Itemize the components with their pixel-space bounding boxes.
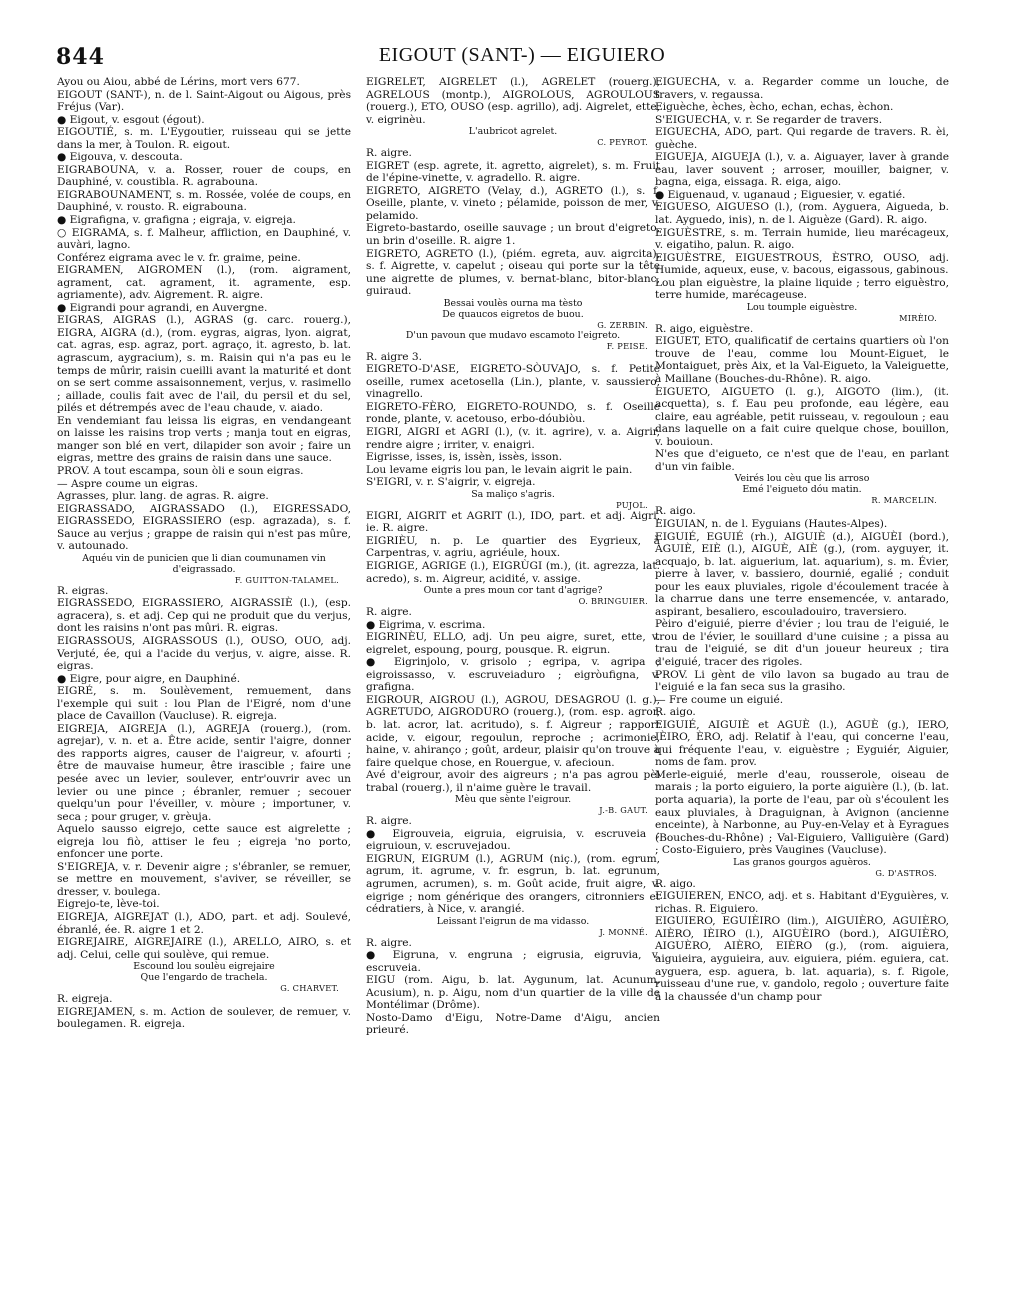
dictionary-entry: EIGUEJA, AIGUEJA (l.), v. a. Aiguayer, laver à grande eau, laver souvent ; arroser, mouiller, baigner, v. bagna, eiga, eissaga. R. eiga, aigo.	[655, 151, 949, 189]
quotation-line: Mèu que sènte l'eigrour.	[454, 794, 572, 806]
dictionary-entry: R. aigo.	[655, 877, 696, 890]
dictionary-entry: Aquelo sausso eigrejo, cette sauce est aigrelette ; eigreja lou fiò, attiser le feu ; eigreja 'no porto, enfoncer une porte.	[57, 823, 351, 861]
quotation-line: Que l'engardo de trachela.	[140, 972, 268, 984]
quotation-line: Sa maliço s'agris.	[471, 488, 555, 500]
dictionary-entry: EIGUIAN, n. de l. Eyguians (Hautes-Alpes).	[655, 517, 888, 530]
quotation-line: Bessai voulès ourna ma tèsto	[443, 297, 583, 309]
dictionary-entry: EIGRASSEDO, EIGRASSIERO, AIGRASSIÈ (l.), (esp. agracera), s. et adj. Cep qui ne produit que du verjus, dont les raisins n'ont pas mûri. R. eigras.	[57, 597, 351, 635]
dictionary-entry: EIGRÉ, s. m. Soulèvement, remuement, dans l'exemple qui suit : lou Plan de l'Eigré, nom d'une place de Cavaillon (Vaucluse). R. eigreja.	[57, 685, 351, 723]
dictionary-entry: R. aigre.	[366, 606, 412, 619]
dictionary-entry: N'es que d'eigueto, ce n'est que de l'eau, en parlant d'un vin faible.	[655, 448, 949, 473]
quotation-line: Las granos gourgos aguèros.	[733, 856, 871, 868]
dictionary-entry: ○ EIGRAMA, s. f. Malheur, affliction, en Dauphiné, v. auvàri, lagno.	[57, 226, 351, 252]
quotation-line: Emé l'eigueto dóu matin.	[742, 484, 862, 496]
dictionary-entry: R. aigo.	[655, 706, 696, 719]
dictionary-entry: ● Eigruna, v. engruna ; eigrusia, eigruvia, v. escruveia.	[366, 949, 660, 974]
quotation-line: De quaucos eigretos de buou.	[442, 308, 584, 320]
quotation-attribution: R. MARCELIN.	[871, 495, 937, 506]
dictionary-entry: EIGUIEREN, ENCO, adj. et s. Habitant d'Eyguières, v. richas. R. Eiguiero.	[655, 890, 949, 915]
dictionary-entry: EIGRETO-D'ASE, EIGRETO-SÒUVAJO, s. f. Petite oseille, rumex acetosella (Lin.), plante, v. saussiero, vinagrello.	[366, 363, 660, 401]
dictionary-entry: EIGRINÈU, ELLO, adj. Un peu aigre, suret, ette, v. eigrelet, espoung, pourg, pousque. R. eigrun.	[366, 631, 660, 656]
dictionary-entry: EIGREJA, AIGREJAT (l.), ADO, part. et adj. Soulevé, ébranlé, ée. R. aigre 1 et 2.	[57, 911, 351, 936]
dictionary-entry: Avé d'eigrour, avoir des aigreurs ; n'a pas agrou pèl trabal (rouerg.), il n'aime guère le travail.	[366, 769, 660, 794]
dictionary-entry: EIGRETO, AIGRETO (Velay, d.), AGRETO (l.), s. f. Oseille, plante, v. vineto ; pélamide, poisson de mer, v. pelamido.	[366, 184, 660, 222]
dictionary-entry: EIGRABOUNA, v. a. Rosser, rouer de coups, en Dauphiné, v. coustibla. R. agrabouna.	[57, 163, 351, 189]
dictionary-entry: S'EIGRI, v. r. S'aigrir, v. eigreja.	[366, 476, 536, 489]
dictionary-entry: EIGOUTIÉ, s. m. L'Eygoutier, ruisseau qui se jette dans la mer, à Toulon. R. eigout.	[57, 126, 351, 151]
dictionary-entry: Conférez eigrama avec le v. fr. graime, peine.	[57, 251, 301, 264]
quotation-line: Veirés lou cèu que lis arroso	[734, 473, 870, 485]
dictionary-entry: Eiguèche, èches, ècho, echan, echas, èchon.	[655, 101, 894, 114]
dictionary-entry: EIGUIERO, EGUIÈIRO (lim.), AIGUIÈRO, AGUIÈRO, AIÈRO, IÈIRO (l.), AIGUÈIRO (bord.), AIGUIÈRO, AIGUÈRO, AIÈRO, EIÈRO (g.), (rom. aiguiera, aiguieira, ayguieira, auv. eiguiera, piém. eguiera, cat. ayguera, esp. aguera, b. lat. aquaria), s. f. Rigole, ruisseau d'une rue, v. gandolo, regolo ; ouverture faite à la chaussée d'un champ pour	[655, 915, 949, 1003]
dictionary-entry: EIGRELET, AIGRELET (l.), AGRELET (rouerg.), AGRELOUS (montp.), AIGROLOUS, AGROULOUS (rouerg.), ETO, OUSO (esp. agrillo), adj. Aigrelet, ette, v. eigrinèu.	[366, 76, 660, 126]
quotation-attribution: O. BRINGUIER.	[578, 596, 648, 607]
quotation-attribution: MIRÈIO.	[899, 312, 937, 323]
dictionary-entry: Lou levame eigris lou pan, le levain aigrit le pain.	[366, 463, 633, 476]
page-number: 844	[56, 44, 105, 70]
dictionary-entry: EIGREJAMEN, s. m. Action de soulever, de remuer, v. boulegamen. R. eigreja.	[57, 1005, 351, 1031]
dictionary-entry: PROV. A tout escampa, soun òli e soun eigras.	[57, 464, 304, 477]
dictionary-entry: EIGUECHA, v. a. Regarder comme un louche, de travers, v. regaussa.	[655, 76, 949, 101]
column-right	[655, 76, 949, 1003]
dictionary-entry: EIGOUT (SANT-), n. de l. Saint-Aigout ou Aigous, près Fréjus (Var).	[57, 88, 351, 114]
dictionary-entry: ● Eigrima, v. escrima.	[366, 618, 486, 631]
dictionary-entry: EIGUÈSTRE, s. m. Terrain humide, lieu marécageux, v. eigatiho, palun. R. aigo.	[655, 226, 949, 252]
dictionary-entry: EIGUIÉ, EGUIÉ (rh.), AIGUIÈ (d.), AIGUÈI (bord.), AGUIÈ, EIÈ (l.), AIGUÈ, AIÈ (g.), (rom. ayguyer, it. acquajo, b. lat. aiguerium, lat. aquarium), s. m. Évier, pierre à laver, v. bassiero, dournié, egalié ; conduit pour les eaux pluviales, rigole d'écoulement tracée à la charrue dans une terre ensemencée, v. antarado, aspirant, besaliero, escouladouiro, traversiero.	[655, 530, 949, 618]
dictionary-entry: R. eigras.	[57, 584, 109, 597]
dictionary-entry: EIGRETO, AGRETO (l.), (piém. egreta, auv. aigrcita), s. f. Aigrette, v. capelut ; oiseau qui porte sur la tête une aigrette de plumes, v. bernat-blanc, bitor-blanc, guiraud.	[366, 247, 660, 298]
dictionary-entry: — Aspre coume un eigras.	[57, 477, 198, 490]
quotation-line: Aquéu vin de punicien que li dian coumunamen vin d'eigrassado.	[82, 552, 326, 575]
dictionary-entry: EIGUESO, AIGUESO (l.), (rom. Ayguera, Aigueda, b. lat. Ayguedo, inis), n. de l. Aiguèze (Gard). R. aigo.	[655, 201, 949, 227]
dictionary-entry: R. aigo.	[655, 505, 696, 518]
page-header	[56, 44, 988, 74]
quotation-line: D'un pavoun que mudavo escamoto l'eigreto.	[405, 329, 621, 341]
dictionary-entry: R. eigreja.	[57, 993, 113, 1006]
quotation-line: Ounte a pres moun cor tant d'agrige?	[423, 585, 603, 597]
dictionary-entry: EIGUIÉ, AIGUIÈ et AGUÈ (l.), AGUÈ (g.), IERO, IÈIRO, ÈRO, adj. Relatif à l'eau, qui concerne l'eau, qui fréquente l'eau, v. eiguèstre ; Eyguiér, Aiguier, noms de fam. prov.	[655, 718, 949, 769]
dictionary-entry: Lou plan eiguèstre, la plaine liquide ; terro eiguèstro, terre humide, marécageuse.	[655, 276, 949, 302]
quotation-attribution: PUJOL.	[616, 499, 648, 510]
dictionary-entry: EIGRETO-FÈRO, EIGRETO-ROUNDO, s. f. Oseille ronde, plante, v. acetouso, erbo-dóubiòu.	[366, 400, 660, 426]
dictionary-entry: Nosto-Damo d'Eigu, Notre-Dame d'Aigu, ancien prieuré.	[366, 1011, 660, 1037]
dictionary-entry: ● Eigouva, v. descouta.	[57, 151, 183, 164]
dictionary-entry: R. aigre.	[366, 147, 412, 160]
dictionary-entry: EIGUET, ETO, qualificatif de certains quartiers où l'on trouve de l'eau, comme lou Mount-Eiguet, le Montaiguet, près Aix, et la Val-Eigueto, la Valeiguette, à Maillane (Bouches-du-Rhône). R. aigo.	[655, 335, 949, 386]
dictionary-entry: EIGRASSOUS, AIGRASSOUS (l.), OUSO, OUO, adj. Verjuté, ée, qui a l'acide du verjus, v. aigre, aisse. R. eigras.	[57, 634, 351, 673]
quotation-line: L'aubricot agrelet.	[468, 126, 558, 138]
dictionary-entry: R. aigo, eiguèstre.	[655, 322, 754, 335]
dictionary-entry: EIGRUN, EIGRUM (l.), AGRUM (niç.), (rom. egrum, agrum, it. agrume, v. fr. esgrun, b. lat. egrunum, agrumen, acrumen), s. m. Goût acide, fruit aigre, v. eigrige ; nom générique des orangers, citronniers et cédratiers, à Nice, v. arangié.	[366, 852, 660, 916]
dictionary-entry: EIGRAMEN, AIGROMEN (l.), (rom. aigrament, agrament, cat. agrament, it. agramente, esp. agriamente), adv. Aigrement. R. aigre.	[57, 264, 351, 302]
dictionary-entry: EIGRI, AIGRI et AGRI (l.), (v. it. agrire), v. a. Aigrir, rendre aigre ; irriter, v. enaigri.	[366, 426, 660, 451]
quotation-attribution: J.-B. GAUT.	[599, 805, 648, 816]
quotation-attribution: C. PEYROT.	[597, 137, 648, 148]
dictionary-entry: ● Eigrafigna, v. grafigna ; eigraja, v. eigreja.	[57, 214, 296, 227]
dictionary-entry: EIGREJAIRE, AIGREJAIRE (l.), ARELLO, AIRO, s. et adj. Celui, celle qui soulève, qui remue.	[57, 936, 351, 961]
quotation-line: Leissant l'eigrun de ma vidasso.	[436, 915, 590, 927]
dictionary-entry: — Fre coume un eiguié.	[655, 693, 784, 706]
dictionary-entry: R. aigre.	[366, 815, 412, 828]
dictionary-entry: EIGRAS, AIGRAS (l.), AGRAS (g. carc. rouerg.), EIGRA, AIGRA (d.), (rom. eygras, aigras, lyon. aigrat, cat. agras, esp. agraz, port. agraço, it. agresto, b. lat. agrascum, aygracium), s. m. Raisin qui n'a pas eu le temps de mûrir, raisin cueilli avant la maturité et dont on se sert comme assaisonnement, verjus, v. rasimello ; aillade, coulis fait avec de l'ail, du persil et du sel, pilés et détrempés avec de l'eau chaude, v. aiado.	[57, 314, 351, 415]
dictionary-entry: EIGU (rom. Aigu, b. lat. Aygunum, lat. Acunum, Acusium), n. p. Aigu, nom d'un quartier de la ville de Montélimar (Drôme).	[366, 974, 660, 1012]
dictionary-entry: Ayou ou Aiou, abbé de Lérins, mort vers 677.	[57, 76, 300, 88]
dictionary-entry: ● Eigrinjolo, v. grisolo ; egripa, v. agripa ; eigroissasso, v. escruveiaduro ; eigròufigna, v. grafigna.	[366, 656, 660, 694]
dictionary-entry: PROV. Li gènt de vilo lavon sa bugado au trau de l'eiguié e la fan seca sus la grasiho.	[655, 668, 949, 694]
dictionary-entry: Merle-eiguié, merle d'eau, rousserole, oiseau de marais ; la porto eiguiero, la porte aiguière (l.), (b. lat. porta aquaria), la porte de l'eau, par où s'écoulent les eaux pluviales, à Draguignan, à Avignon (ancienne enceinte), à Narbonne, au Puy-en-Velay et à Eyragues (Bouches-du-Rhône) ; Val-Eiguiero, Valliguière (Gard) ; Costo-Eiguiero, près Vaugines (Vaucluse).	[655, 768, 949, 857]
dictionary-entry: S'EIGUECHA, v. r. Se regarder de travers.	[655, 113, 883, 126]
dictionary-entry: EIGREJA, AIGREJA (l.), AGREJA (rouerg.), (rom. agrejar), v. n. et a. Être acide, sentir l'aigre, donner des rapports aigres, causer de l'aigreur, v. afourti ; être de mauvaise humeur, être irascible ; faire une pesée avec un levier, soulever, entr'ouvrir avec un levier ou une pince ; ébranler, remuer ; secouer quelqu'un pour l'éveiller, v. mòure ; importuner, v. seca ; pour gruger, v. grèuja.	[57, 722, 351, 823]
dictionary-entry: EIGRASSADO, AIGRASSADO (l.), EIGRESSADO, EIGRASSEDO, EIGRASSIERO (esp. agrazada), s. f. Sauce au verjus ; grappe de raisin qui n'est pas mûre, v. autounado.	[57, 502, 351, 553]
quotation-attribution: F. GUITTON-TALAMEL.	[234, 574, 339, 585]
quotation-attribution: J. MONNÉ.	[599, 926, 648, 937]
column-left	[57, 76, 351, 1031]
dictionary-entry: EIGRIÈU, n. p. Le quartier des Eygrieux, à Carpentras, v. agriu, agriéule, houx.	[366, 534, 660, 560]
dictionary-entry: R. aigre.	[366, 936, 412, 949]
dictionary-entry: Eigrisse, isses, is, issèn, issès, isson.	[366, 451, 563, 464]
dictionary-entry: ● Eigre, pour aigre, en Dauphiné.	[57, 672, 241, 685]
dictionary-entry: EIGRI, AIGRIT et AGRIT (l.), IDO, part. et adj. Aigri, ie. R. aigre.	[366, 509, 660, 535]
quotation-attribution: G. CHARVET.	[280, 983, 339, 994]
dictionary-entry: EIGRABOUNAMENT, s. m. Rossée, volée de coups, en Dauphiné, v. rousto. R. eigrabouna.	[57, 188, 351, 214]
dictionary-entry: EIGUECHA, ADO, part. Qui regarde de travers. R. èi, guèche.	[655, 126, 949, 151]
dictionary-entry: EIGRIGE, AGRIGE (l.), EIGRÙGI (m.), (it. agrezza, lat. acredo), s. m. Aigreur, acidité, v. assige.	[366, 559, 660, 585]
running-title: EIGOUT (SANT-) — EIGUIERO	[378, 44, 666, 66]
dictionary-entry: Eigreto-bastardo, oseille sauvage ; un brout d'eigreto, un brin d'oseille. R. aigre 1.	[366, 222, 660, 248]
dictionary-entry: Pèiro d'eiguié, pierre d'évier ; lou trau de l'eiguié, le trou de l'évier, le souillard d'une cuisine ; a pissa au trau de l'eiguié, se dit d'un joueur heureux ; tira d'eiguié, tracer des rigoles.	[655, 618, 949, 668]
dictionary-entry: Eigrejo-te, lève-toi.	[57, 898, 160, 911]
dictionary-entry: ● Eigout, v. esgout (égout).	[57, 113, 205, 126]
column-middle	[366, 76, 660, 1037]
quotation-attribution: G. ZERBIN.	[597, 319, 648, 330]
dictionary-entry: ● Eigrouveia, eigruia, eigruisia, v. escruveia ; eigruioun, v. escruvejadou.	[366, 827, 660, 853]
dictionary-entry: R. aigre 3.	[366, 350, 423, 363]
dictionary-entry: EIGUÈSTRE, EIGUESTROUS, ÈSTRO, OUSO, adj. Humide, aqueux, euse, v. bacous, eigassous, gabinous.	[655, 251, 949, 277]
quotation-attribution: F. PEISE.	[606, 340, 648, 351]
quotation-line: Escound lou soulèu eigrejaire	[133, 961, 275, 973]
quotation-line: Lou toumple eiguèstre.	[746, 301, 858, 313]
quotation-attribution: G. D'ASTROS.	[875, 867, 937, 878]
dictionary-entry: S'EIGREJA, v. r. Devenir aigre ; s'ébranler, se remuer, se mettre en mouvement, s'aviver, se réveiller, se dresser, v. boulega.	[57, 860, 351, 898]
dictionary-entry: ● Eigrandi pour agrandi, en Auvergne.	[57, 301, 268, 314]
dictionary-entry: ● Eiguenaud, v. uganaud ; Eiguesier, v. egatié.	[655, 188, 906, 201]
dictionary-entry: EIGROUR, AIGROU (l.), AGROU, DESAGROU (l. g.), AGRETUDO, AIGRODURO (rouerg.), (rom. esp. agror, b. lat. acror, lat. acritudo), s. f. Aigreur ; rapport acide, v. eigour, regoulun, reproche ; acrimonie, haine, v. ahiranço ; goût, ardeur, plaisir qu'on trouve à faire quelque chose, en Rouergue, v. afecioun.	[366, 693, 660, 769]
dictionary-entry: En vendemiant fau leissa lis eigras, en vendangeant on laisse les raisins trop verts ; manja tout en eigras, manger son blé en vert, dilapider son avoir ; faire un eigras, mettre des grains de raisin dans une sauce.	[57, 414, 351, 465]
dictionary-entry: EIGRET (esp. agrete, it. agretto, aigrelet), s. m. Fruit de l'épine-vinette, v. agradello. R. aigre.	[366, 159, 660, 185]
dictionary-entry: EIGUETO, AIGUETO (l. g.), AIGOTO (lim.), (it. acquetta), s. f. Eau peu profonde, eau légère, eau claire, eau agréable, petit ruisseau, v. regouloun ; eau dans laquelle on a fait cuire quelque chose, bouillon, v. bouioun.	[655, 385, 949, 448]
dictionary-entry: Agrasses, plur. lang. de agras. R. aigre.	[57, 490, 269, 503]
